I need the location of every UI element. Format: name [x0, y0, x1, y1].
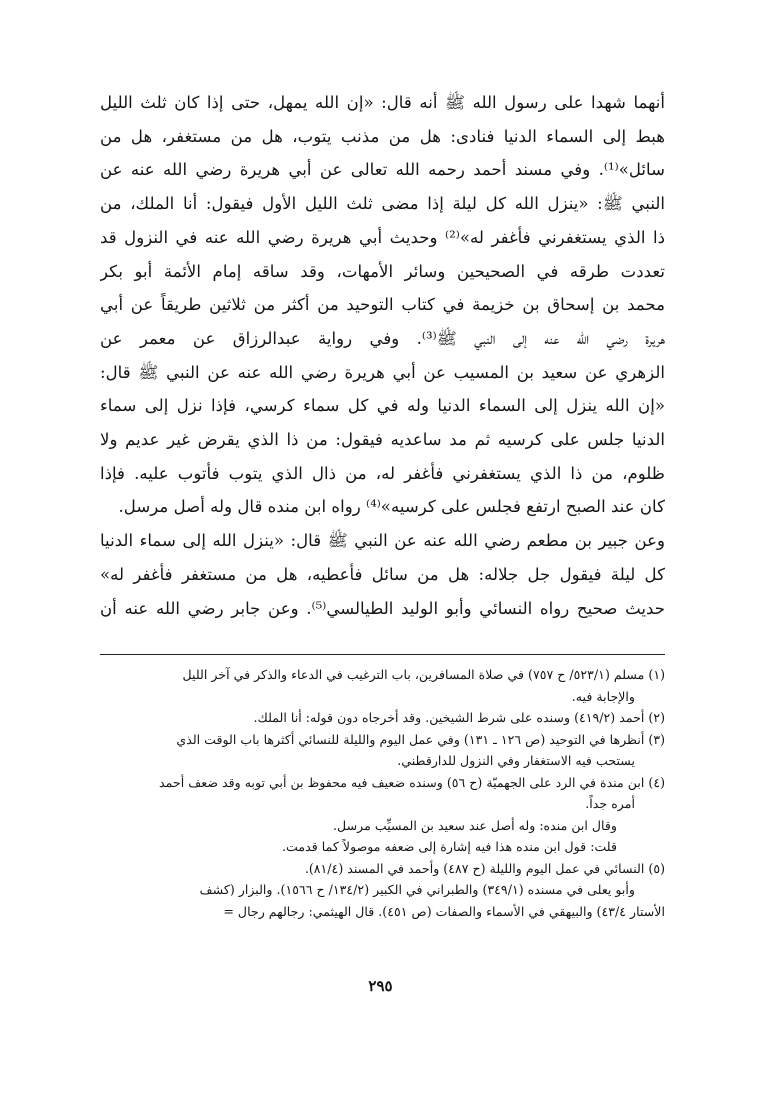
footnote-3-line-2: يستحب فيه الاستغفار وفي النزول للدارقطني.: [397, 753, 635, 768]
footnote-1-line-2: والإجابة فيه.: [571, 688, 635, 704]
footnote-1-line-1: (١) مسلم (٥٢٣/١/ ح ٧٥٧) في صلاة المسافرين، باب الترغيب في الدعاء والذكر في آخر الليل: [182, 667, 665, 682]
footnote-5-line-3: الأستار ٤٣/٤) والبيهقي في الأسماء والصفات (ص ٤٥١). قال الهيثمي: رجالهم رجال =: [223, 903, 665, 919]
body-line-7: محمد بن إسحاق بن خزيمة في كتاب التوحيد من أكثر من ثلاثين طريقاً عن أبي: [100, 295, 665, 315]
footnote-3-line-1: (٣) أنظرها في التوحيد (ص ١٢٦ ـ ١٣١) وفي عمل اليوم والليلة للنسائي أكثرها باب الوقت الذي: [176, 731, 665, 747]
body-line-4: النبي ﷺ: «ينزل الله كل ليلة إذا مضى ثلث الليل الأول فيقول: أنا الملك، من: [100, 194, 665, 214]
footnote-2: (٢) أحمد (٤١٩/٢) وسنده على شرط الشيخين. وقد أخرجاه دون قوله: أنا الملك.: [253, 710, 665, 725]
body-line-13: كان عند الصبح ارتفع فجلس على كرسيه»⁽⁴⁾ رواه ابن منده قال وله أصل مرسل.: [118, 497, 665, 517]
footnote-divider: [100, 654, 665, 655]
body-line-6: تعددت طرقه في الصحيحين وسائر الأمهات، وقد ساقه إمام الأئمة أبو بكر: [100, 261, 665, 281]
body-line-10: «إن الله ينزل إلى السماء الدنيا وله في كل سماء كرسي، فإذا نزل إلى سماء: [100, 396, 665, 416]
footnote-4-line-2: أمره جداً.: [585, 796, 635, 811]
body-line-5: ذا الذي يستغفرني فأغفر له»⁽²⁾ وحديث أبي هريرة رضي الله عنه في النزول قد: [100, 227, 665, 247]
body-line-9: الزهري عن سعيد بن المسيب عن أبي هريرة رضي الله عنه عن النبي ﷺ قال:: [100, 362, 665, 382]
footnote-4-line-4: قلت: قول ابن منده هذا فيه إشارة إلى ضعفه موصولاً كما قدمت.: [282, 839, 617, 854]
body-line-12: ظلوم، من ذا الذي يستغفرني فأغفر له، من ذال الذي يتوب فأتوب عليه. فإذا: [100, 463, 665, 483]
body-line-15: كل ليلة فيقول جل جلاله: هل من سائل فأعطيه، هل من مستغفر فأغفر له»: [100, 564, 665, 584]
footnote-4-line-3: وقال ابن منده: وله أصل عند سعيد بن المسيِّب مرسل.: [333, 817, 617, 833]
body-line-8: هريرة رضي الله عنه إلى النبي ﷺ⁽³⁾. وفي رواية عبدالرزاق عن معمر عن: [100, 328, 665, 348]
footnote-5-line-1: (٥) النسائي في عمل اليوم والليلة (ح ٤٨٧) وأحمد في المسند (٨١/٤).: [304, 860, 665, 876]
footnotes: [100, 664, 665, 922]
body-line-3: سائل»⁽¹⁾. وفي مسند أحمد رحمه الله تعالى عن أبي هريرة رضي الله عنه عن: [100, 160, 665, 180]
body-line-1: أنهما شهدا على رسول الله ﷺ أنه قال: «إن الله يمهل، حتى إذا كان ثلث الليل: [100, 93, 665, 112]
page-number: ٢٩٥: [368, 977, 393, 995]
body-line-16: حديث صحيح رواه النسائي وأبو الوليد الطيالسي⁽⁵⁾. وعن جابر رضي الله عنه أن: [100, 598, 665, 618]
footnote-5-line-2: وأبو يعلى في مسنده (٣٤٩/١) والطبراني في الكبير (١٣٤/٢/ ح ١٥٦٦). والبزار (كشف: [199, 882, 635, 897]
body-line-11: الدنيا جلس على كرسيه ثم مد ساعديه فيقول: من ذا الذي يقرض غير عديم ولا: [100, 430, 665, 450]
body-text: [100, 86, 665, 625]
body-line-2: هبط إلى السماء الدنيا فنادى: هل من مذنب يتوب، هل من مستغفر، هل من: [100, 126, 665, 146]
footnote-4-line-1: (٤) ابن مندة في الرد على الجهميّة (ح ٥٦) وسنده ضعيف فيه محفوظ بن أبي توبه وقد ضعف أحمد: [159, 774, 665, 790]
body-line-14: وعن جبير بن مطعم رضي الله عنه عن النبي ﷺ قال: «ينزل الله إلى سماء الدنيا: [100, 531, 665, 551]
